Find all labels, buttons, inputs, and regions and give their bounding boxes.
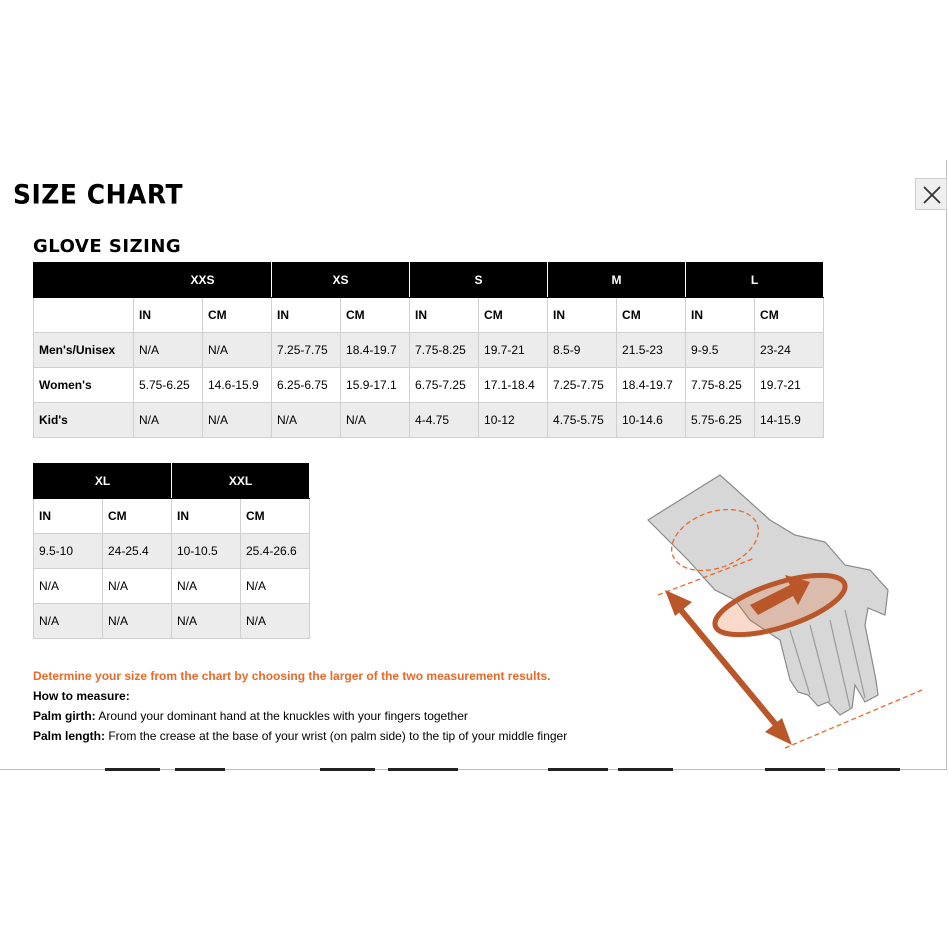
table-cell: N/A [272,403,341,438]
table-cell: N/A [241,569,310,604]
table-cell: 15.9-17.1 [341,368,410,403]
palm-length-label: Palm length: [33,729,106,743]
table-cell: 14-15.9 [755,403,824,438]
unit-header: IN [172,499,241,534]
table-cell: 23-24 [755,333,824,368]
cutoff-content-strip [388,768,458,771]
unit-header: CM [479,298,548,333]
table-cell: 10-10.5 [172,534,241,569]
table-cell: 19.7-21 [479,333,548,368]
palm-length-text: From the crease at the base of your wrist (on palm side) to the tip of your middle finger [105,729,568,743]
unit-header: CM [103,499,172,534]
close-icon [923,186,941,204]
table-cell: 7.75-8.25 [686,368,755,403]
unit-header: CM [617,298,686,333]
table-cell: N/A [103,569,172,604]
page-title: SIZE CHART [13,179,184,210]
cutoff-content-strip [548,768,608,771]
palm-length-note [33,726,567,746]
hand-measurement-illustration [640,470,940,760]
table-cell: N/A [203,333,272,368]
how-to-measure-heading: How to measure: [33,689,130,703]
unit-header-row [34,298,824,333]
determine-size-note: Determine your size from the chart by choosing the larger of the two measurement results. [33,669,551,683]
row-label: Men's/Unisex [34,333,134,368]
table-row [34,569,310,604]
table-row [34,604,310,639]
table-cell: N/A [341,403,410,438]
size-header-row [34,263,824,298]
unit-header: IN [548,298,617,333]
unit-header: CM [203,298,272,333]
table-cell: 7.25-7.75 [548,368,617,403]
unit-header: IN [686,298,755,333]
table-cell: N/A [34,604,103,639]
table-cell: 18.4-19.7 [341,333,410,368]
cutoff-content-strip [618,768,673,771]
table-cell: N/A [134,333,203,368]
header-corner [34,263,134,298]
palm-girth-text: Around your dominant hand at the knuckles with your fingers together [95,709,468,723]
cutoff-content-strip [320,768,375,771]
table-cell: 7.25-7.75 [272,333,341,368]
cutoff-content-strip [765,768,825,771]
unit-header: IN [410,298,479,333]
unit-header: IN [272,298,341,333]
section-title: GLOVE SIZING [33,236,182,257]
unit-header: CM [755,298,824,333]
table-row [34,333,824,368]
table-cell: 8.5-9 [548,333,617,368]
table-cell: 6.75-7.25 [410,368,479,403]
size-header: XS [272,263,410,298]
table-cell: N/A [134,403,203,438]
table-row [34,368,824,403]
row-label: Kid's [34,403,134,438]
table-cell: 10-12 [479,403,548,438]
size-header: XXS [134,263,272,298]
table-cell: 5.75-6.25 [686,403,755,438]
row-label: Women's [34,368,134,403]
unit-header: IN [134,298,203,333]
table-cell: N/A [103,604,172,639]
palm-girth-label: Palm girth: [33,709,96,723]
glove-size-table-1 [33,262,824,438]
size-header: S [410,263,548,298]
table-cell: 7.75-8.25 [410,333,479,368]
table-cell: 21.5-23 [617,333,686,368]
table-cell: 10-14.6 [617,403,686,438]
table-cell: 14.6-15.9 [203,368,272,403]
table-cell: 18.4-19.7 [617,368,686,403]
cutoff-content-strip [175,768,225,771]
table-row [34,534,310,569]
size-header: XXL [172,464,310,499]
cutoff-content-strip [105,768,160,771]
unit-header: CM [241,499,310,534]
unit-header: IN [34,499,103,534]
table-cell: 4.75-5.75 [548,403,617,438]
table-cell: 17.1-18.4 [479,368,548,403]
unit-corner [34,298,134,333]
table-cell: 19.7-21 [755,368,824,403]
table-cell: 5.75-6.25 [134,368,203,403]
measurement-notes [33,666,567,746]
table-cell: 4-4.75 [410,403,479,438]
size-header: M [548,263,686,298]
table-cell: N/A [34,569,103,604]
table-cell: 6.25-6.75 [272,368,341,403]
table-cell: N/A [172,604,241,639]
unit-header-row [34,499,310,534]
unit-header: CM [341,298,410,333]
table-cell: N/A [172,569,241,604]
table-cell: 25.4-26.6 [241,534,310,569]
size-header-row [34,464,310,499]
cutoff-content-strip [838,768,900,771]
table-cell: N/A [241,604,310,639]
table-cell: 9.5-10 [34,534,103,569]
close-button[interactable] [915,178,947,210]
glove-size-table-2 [33,463,310,639]
table-cell: N/A [203,403,272,438]
table-cell: 24-25.4 [103,534,172,569]
size-header: XL [34,464,172,499]
size-header: L [686,263,824,298]
table-row [34,403,824,438]
table-cell: 9-9.5 [686,333,755,368]
palm-girth-note [33,706,567,726]
